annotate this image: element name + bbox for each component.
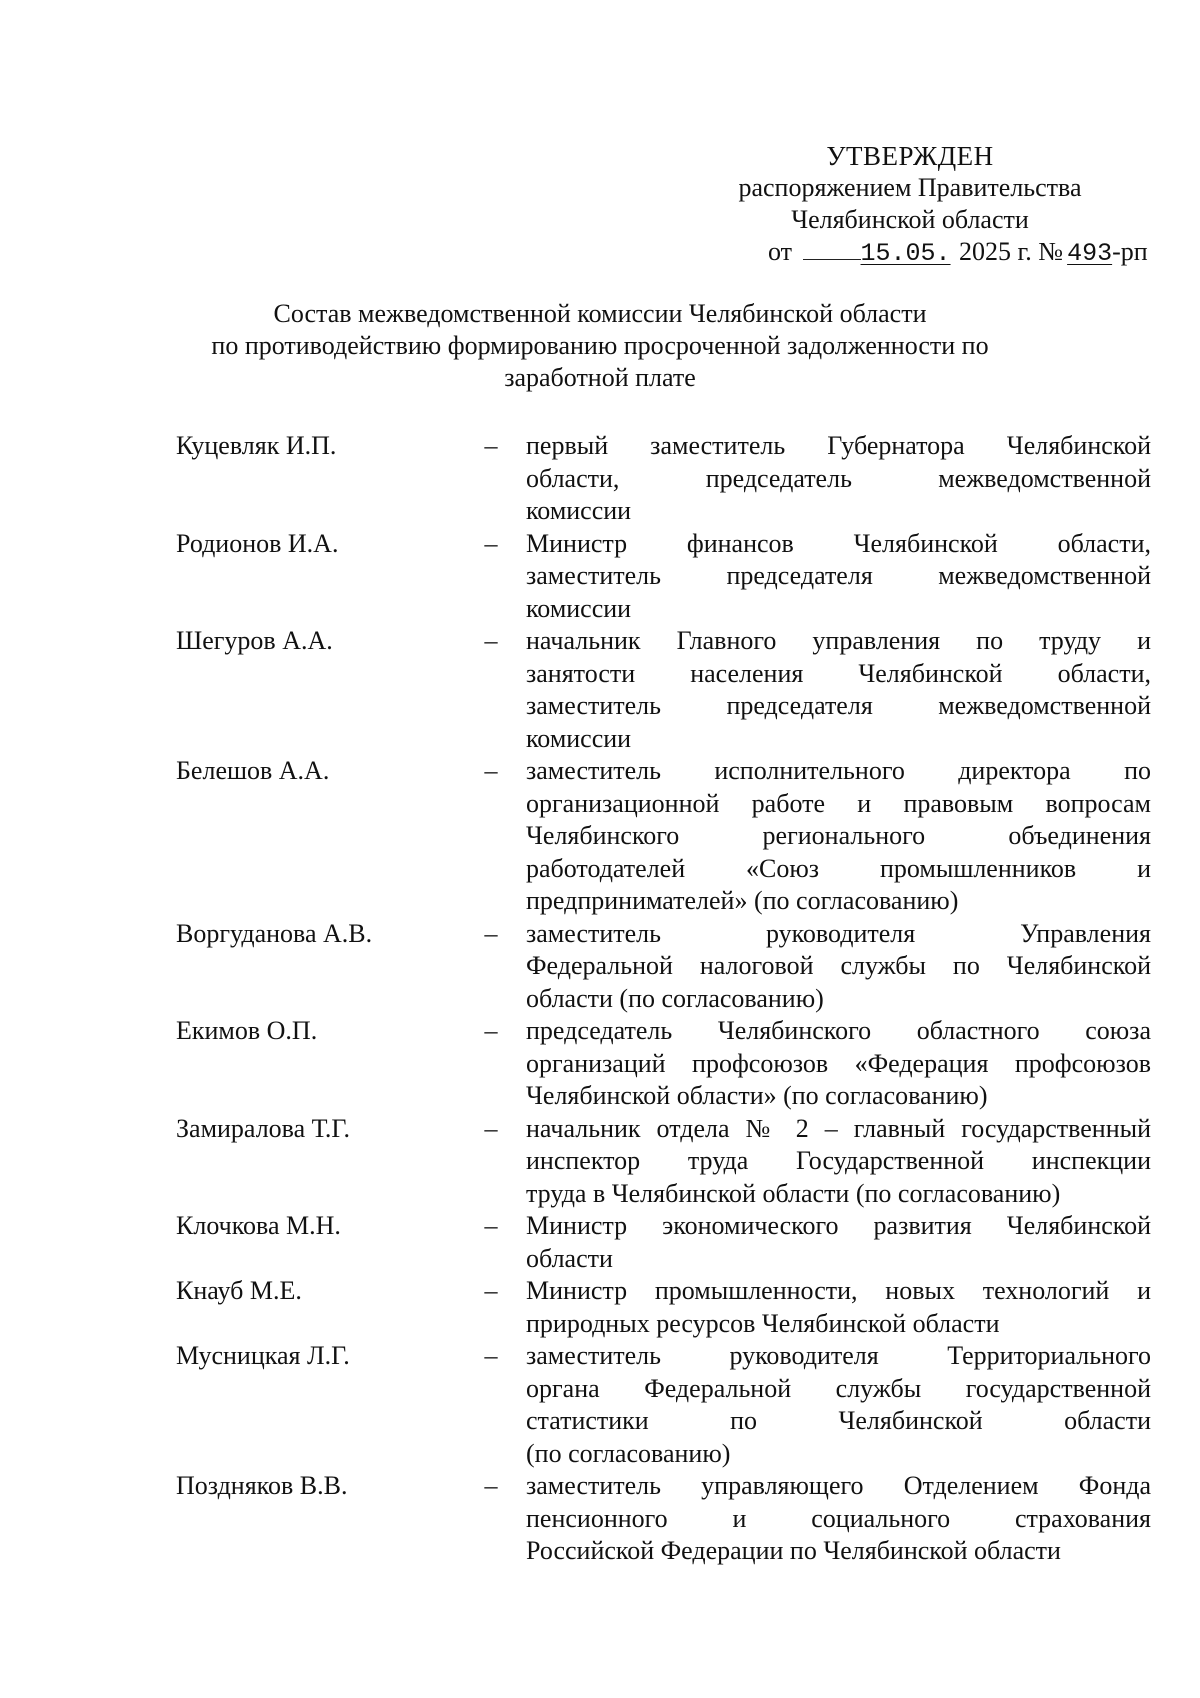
member-role-line: Федеральной налоговой службы по Челябинской [526,951,1151,980]
date-prefix: от [768,237,793,266]
member-dash: – [484,528,498,558]
member-role [526,625,1151,755]
member-role-line: комиссии [526,496,632,525]
member-role-line: природных ресурсов Челябинской области [526,1308,1000,1338]
title-line-2: по противодействию формированию просроченной задолженности по [211,331,989,360]
member-dash: – [484,1016,498,1045]
title-line-3: заработной плате [504,363,696,392]
member-name: Замиралова Т.Г. [176,1113,351,1143]
member-role-line: начальник отдела № 2 – главный государственный [526,1113,1151,1143]
member-row [176,528,1166,626]
member-role-line: заместитель руководителя Управления [526,918,1151,948]
member-name: Кнауб М.Е. [176,1276,302,1305]
member-role [526,918,1151,1016]
member-name: Родионов И.А. [176,528,339,558]
member-role-line: комиссии [526,723,632,753]
member-dash: – [484,756,498,785]
member-role [526,430,1151,528]
member-name: Поздняков В.В. [176,1471,348,1500]
year-text: 2025 г. № [959,237,1064,266]
member-row [176,1113,1166,1211]
member-role-line: предпринимателей» (по согласованию) [526,886,959,915]
member-role [526,1113,1151,1211]
member-role [526,1015,1151,1113]
member-role-line: председатель Челябинского областного союза [526,1016,1151,1045]
member-role-line: заместитель руководителя Территориального [526,1341,1151,1370]
date-value: 15.05. [860,239,951,268]
member-dash: – [484,1471,498,1500]
member-row [176,755,1166,918]
member-role-line: занятости населения Челябинской области, [526,658,1151,688]
member-name: Куцевляк И.П. [176,431,337,460]
member-row [176,1340,1166,1470]
document-title [200,298,1000,394]
member-role-line: Челябинского регионального объединения [526,821,1151,850]
member-dash: – [484,626,498,655]
member-row [176,625,1166,755]
member-dash: – [484,1341,498,1370]
member-role-line: организаций профсоюзов «Федерация профсоюзов [526,1048,1151,1078]
member-role-line: работодателей «Союз промышленников и [526,853,1151,883]
member-role-line: комиссии [526,593,632,623]
member-dash: – [484,1276,498,1305]
member-name: Белешов А.А. [176,756,330,785]
member-role-line: заместитель исполнительного директора по [526,756,1151,785]
member-dash: – [484,1113,498,1143]
member-name: Воргуданова А.В. [176,918,373,948]
member-role [526,1470,1151,1568]
approval-line-2: Челябинской области [791,205,1029,234]
member-name: Клочкова М.Н. [176,1211,341,1240]
approval-block [700,140,1170,270]
member-role-line: заместитель председателя межведомственной [526,561,1151,590]
members-list [176,430,1166,1568]
approval-heading: УТВЕРЖДЕН [826,141,994,171]
member-role-line: Министр экономического развития Челябинской [526,1211,1151,1240]
member-role-line: инспектор труда Государственной инспекции [526,1146,1151,1175]
member-row [176,430,1166,528]
member-dash: – [484,1211,498,1240]
member-row [176,1210,1166,1275]
member-role-line: области [526,1243,613,1273]
member-role-line: Челябинской области» (по согласованию) [526,1081,988,1110]
member-dash: – [484,431,498,460]
title-line-1: Состав межведомственной комиссии Челябинской области [273,299,927,328]
member-role-line: области, председатель межведомственной [526,463,1151,493]
member-role [526,1210,1151,1275]
date-underline [803,258,861,260]
member-name: Шегуров А.А. [176,626,333,655]
order-number-suffix: -рп [1112,237,1148,266]
member-role-line: начальник Главного управления по труду и [526,626,1151,655]
member-role-line: (по согласованию) [526,1438,731,1468]
member-role [526,1275,1151,1340]
member-dash: – [484,918,498,948]
member-role-line: Министр промышленности, новых технологий и [526,1276,1151,1305]
member-role [526,755,1151,918]
member-row [176,1015,1166,1113]
member-name: Мусницкая Л.Г. [176,1341,350,1370]
member-role-line: пенсионного и социального страхования [526,1503,1151,1533]
approval-date-line [768,236,1170,270]
member-role-line: области (по согласованию) [526,983,824,1013]
member-role-line: первый заместитель Губернатора Челябинской [526,431,1151,460]
member-role-line: заместитель председателя межведомственной [526,691,1151,720]
member-role-line: Российской Федерации по Челябинской области [526,1536,1061,1565]
member-role-line: Министр финансов Челябинской области, [526,528,1151,558]
member-role [526,1340,1151,1470]
member-role-line: статистики по Челябинской области [526,1406,1151,1435]
order-number: 493 [1067,239,1113,268]
member-name: Екимов О.П. [176,1016,318,1045]
member-role-line: органа Федеральной службы государственной [526,1373,1151,1403]
member-row [176,1470,1166,1568]
member-role [526,528,1151,626]
member-row [176,918,1166,1016]
member-role-line: организационной работе и правовым вопросам [526,788,1151,818]
member-role-line: заместитель управляющего Отделением Фонда [526,1471,1151,1500]
member-row [176,1275,1166,1340]
approval-line-1: распоряжением Правительства [738,173,1082,202]
member-role-line: труда в Челябинской области (по согласованию) [526,1178,1061,1208]
